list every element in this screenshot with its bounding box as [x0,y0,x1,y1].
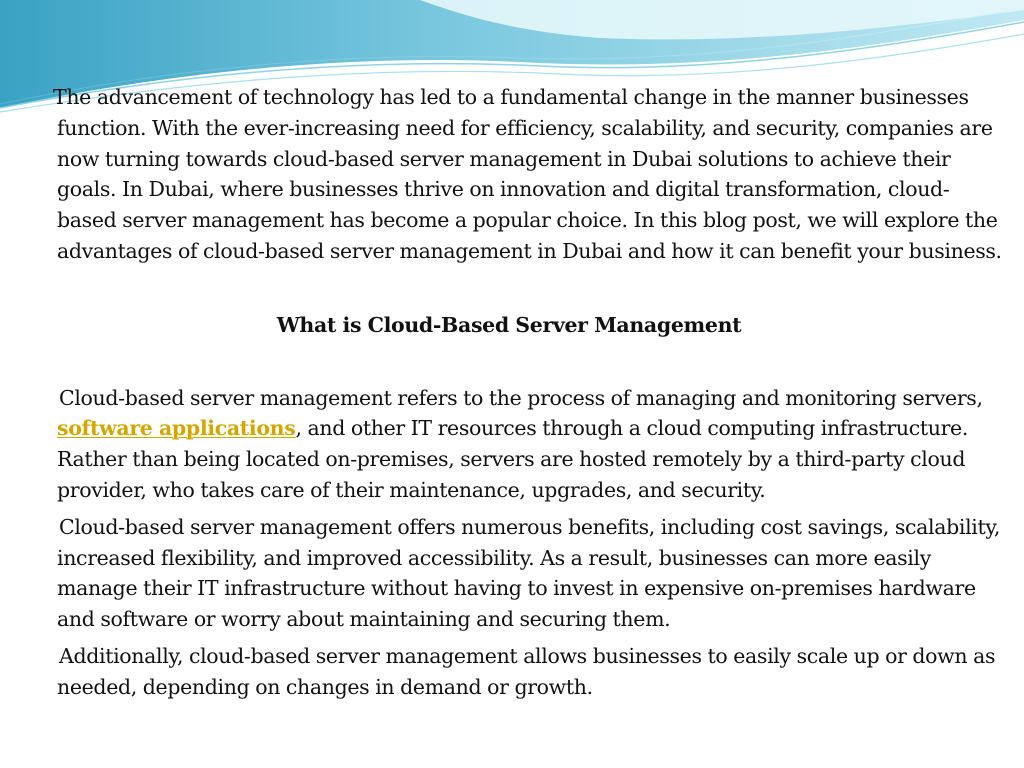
software-applications-link[interactable]: software applications [57,416,296,441]
definition-text-start: Cloud-based server management refers to the process of managing and monitoring servers, [59,385,983,410]
document-body [53,82,1005,703]
intro-paragraph: The advancement of technology has led to a fundamental change in the manner businesses function. With the ever-increasing need for efficiency, scalability, and security, companies are now turning towards cloud-based server management in Dubai solutions to achieve their goals. In Dubai, where businesses thrive on innovation and digital transformation, cloud-based server management has become a popular choice. In this blog post, we will explore the advantages of cloud-based server management in Dubai and how it can benefit your business. [53,85,1002,263]
section-heading: What is Cloud-Based Server Management [276,312,742,337]
scaling-paragraph: Additionally, cloud-based server management allows businesses to easily scale up or down as needed, depending on changes in demand or growth. [57,643,996,699]
definition-text-end: , and other IT resources through a cloud computing infrastructure. Rather than being located on-premises, servers are hosted remotely by a third-party cloud provider, who takes care of their maintenance, upgrades, and security. [57,416,969,502]
benefits-paragraph: Cloud-based server management offers numerous benefits, including cost savings, scalability, increased flexibility, and improved accessibility. As a result, businesses can more easily manage their IT infrastructure without having to invest in expensive on-premises hardware and software or worry about maintaining and securing them. [57,514,1001,632]
definition-paragraph [57,383,1005,506]
